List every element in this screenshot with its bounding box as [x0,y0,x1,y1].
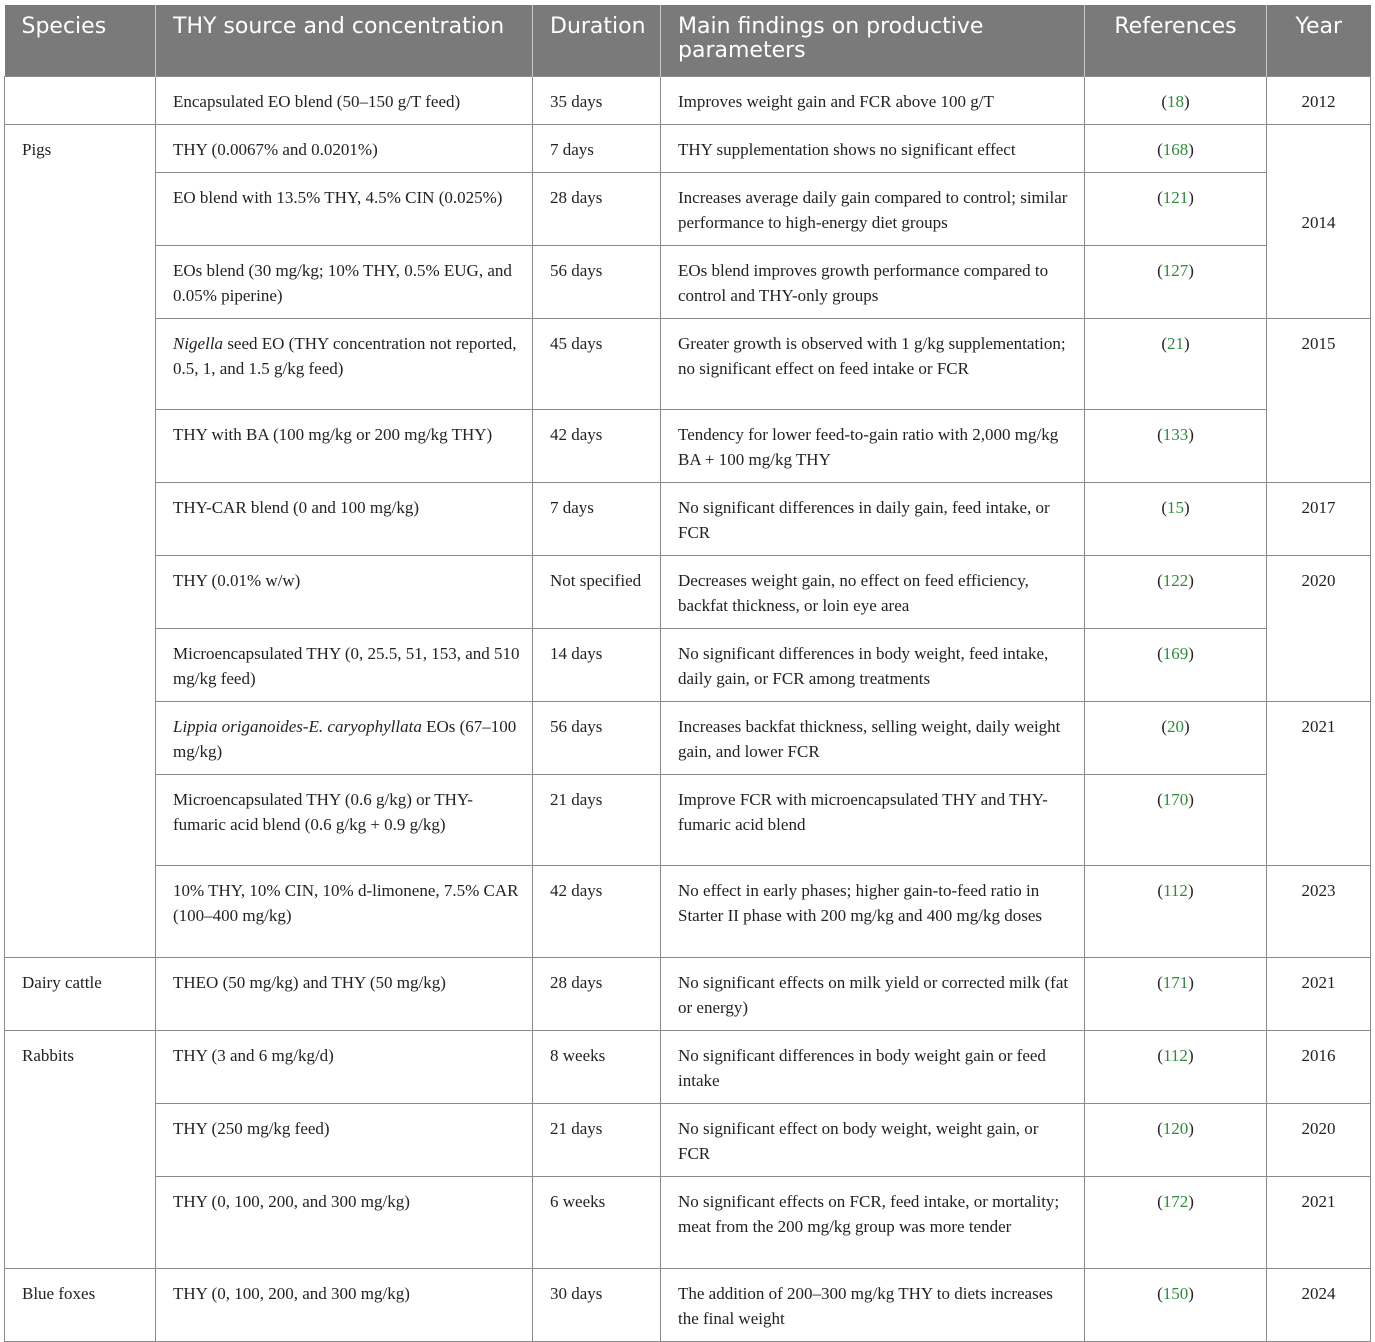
table-header [5,5,1371,76]
year-cell: 2020 [1267,1103,1371,1176]
findings-cell: Decreases weight gain, no effect on feed efficiency, backfat thickness, or loin eye area [661,555,1085,628]
reference-cell: (169) [1085,628,1267,701]
reference-cell: (21) [1085,318,1267,409]
table-row [5,1103,1371,1176]
duration-cell: Not specified [533,555,661,628]
table-row [5,482,1371,555]
reference-link[interactable]: 20 [1167,716,1184,736]
duration-cell: 8 weeks [533,1030,661,1103]
reference-cell: (15) [1085,482,1267,555]
findings-cell: No significant differences in body weight gain or feed intake [661,1030,1085,1103]
reference-link[interactable]: 171 [1162,972,1189,992]
year-cell: 2017 [1267,482,1371,555]
table-row [5,318,1371,409]
source-cell: Encapsulated EO blend (50–150 g/T feed) [156,76,533,124]
table-row [5,124,1371,172]
findings-cell: THY supplementation shows no significant effect [661,124,1085,172]
reference-link[interactable]: 112 [1163,880,1188,900]
reference-cell: (18) [1085,76,1267,124]
table-row [5,1268,1371,1341]
reference-link[interactable]: 133 [1162,424,1189,444]
source-cell: Microencapsulated THY (0.6 g/kg) or THY-fumaric acid blend (0.6 g/kg + 0.9 g/kg) [156,774,533,865]
species-cell: Dairy cattle [5,957,156,1030]
year-cell: 2014 [1267,124,1371,318]
year-cell: 2021 [1267,701,1371,865]
species-cell: Rabbits [5,1030,156,1268]
duration-cell: 35 days [533,76,661,124]
species-cell: Blue foxes [5,1268,156,1341]
reference-cell: (112) [1085,865,1267,957]
reference-cell: (170) [1085,774,1267,865]
reference-cell: (20) [1085,701,1267,774]
duration-cell: 7 days [533,124,661,172]
table-row [5,701,1371,774]
source-cell: THY (250 mg/kg feed) [156,1103,533,1176]
findings-cell: The addition of 200–300 mg/kg THY to diets increases the final weight [661,1268,1085,1341]
source-cell: THY (0.0067% and 0.0201%) [156,124,533,172]
findings-cell: No effect in early phases; higher gain-to-feed ratio in Starter II phase with 200 mg/kg and 400 mg/kg doses [661,865,1085,957]
year-cell: 2023 [1267,865,1371,957]
source-cell: Microencapsulated THY (0, 25.5, 51, 153, and 510 mg/kg feed) [156,628,533,701]
reference-cell: (121) [1085,172,1267,245]
year-cell: 2024 [1267,1268,1371,1341]
reference-link[interactable]: 127 [1162,260,1189,280]
reference-cell: (171) [1085,957,1267,1030]
table-row [5,865,1371,957]
duration-cell: 21 days [533,1103,661,1176]
header-source: THY source and concentration [156,5,533,76]
duration-cell: 7 days [533,482,661,555]
source-cell: THY (0.01% w/w) [156,555,533,628]
source-cell: THEO (50 mg/kg) and THY (50 mg/kg) [156,957,533,1030]
source-italic: Lippia origanoides-E. caryophyllata [173,716,422,736]
reference-link[interactable]: 122 [1162,570,1189,590]
duration-cell: 14 days [533,628,661,701]
header-references: References [1085,5,1267,76]
data-table [4,5,1371,1342]
duration-cell: 30 days [533,1268,661,1341]
table-row [5,1176,1371,1268]
duration-cell: 28 days [533,957,661,1030]
year-cell: 2021 [1267,957,1371,1030]
year-cell: 2021 [1267,1176,1371,1268]
reference-link[interactable]: 150 [1162,1283,1189,1303]
source-cell [156,701,533,774]
findings-cell: Increases backfat thickness, selling weight, daily weight gain, and lower FCR [661,701,1085,774]
reference-link[interactable]: 169 [1162,643,1189,663]
table-body [5,76,1371,1341]
table-row [5,409,1371,482]
findings-cell: EOs blend improves growth performance compared to control and THY-only groups [661,245,1085,318]
source-cell: 10% THY, 10% CIN, 10% d-limonene, 7.5% CAR (100–400 mg/kg) [156,865,533,957]
findings-cell: No significant differences in body weight, feed intake, daily gain, or FCR among treatments [661,628,1085,701]
reference-link[interactable]: 21 [1167,333,1184,353]
findings-cell: Increases average daily gain compared to control; similar performance to high-energy diet groups [661,172,1085,245]
table-row [5,957,1371,1030]
reference-link[interactable]: 168 [1162,139,1189,159]
findings-cell: Tendency for lower feed-to-gain ratio with 2,000 mg/kg BA + 100 mg/kg THY [661,409,1085,482]
duration-cell: 21 days [533,774,661,865]
reference-cell: (172) [1085,1176,1267,1268]
table-row [5,628,1371,701]
reference-link[interactable]: 112 [1163,1045,1188,1065]
header-findings: Main findings on productive parameters [661,5,1085,76]
table-row [5,1030,1371,1103]
table-row [5,172,1371,245]
duration-cell: 42 days [533,865,661,957]
table-row [5,774,1371,865]
header-year: Year [1267,5,1371,76]
reference-link[interactable]: 170 [1162,789,1189,809]
reference-cell: (120) [1085,1103,1267,1176]
year-cell: 2012 [1267,76,1371,124]
species-cell: Pigs [5,124,156,957]
source-cell: EOs blend (30 mg/kg; 10% THY, 0.5% EUG, and 0.05% piperine) [156,245,533,318]
findings-cell: No significant effect on body weight, weight gain, or FCR [661,1103,1085,1176]
duration-cell: 45 days [533,318,661,409]
source-cell: THY (3 and 6 mg/kg/d) [156,1030,533,1103]
findings-cell: No significant effects on milk yield or corrected milk (fat or energy) [661,957,1085,1030]
source-text: EOs (67–100 mg/kg) [173,716,517,761]
reference-cell: (112) [1085,1030,1267,1103]
year-cell: 2020 [1267,555,1371,701]
reference-cell: (127) [1085,245,1267,318]
reference-link[interactable]: 172 [1162,1191,1189,1211]
header-species: Species [5,5,156,76]
findings-cell: Improve FCR with microencapsulated THY and THY-fumaric acid blend [661,774,1085,865]
reference-cell: (122) [1085,555,1267,628]
duration-cell: 28 days [533,172,661,245]
findings-cell: No significant effects on FCR, feed intake, or mortality; meat from the 200 mg/kg group was more tender [661,1176,1085,1268]
reference-cell: (133) [1085,409,1267,482]
table-row [5,245,1371,318]
findings-cell: No significant differences in daily gain, feed intake, or FCR [661,482,1085,555]
source-text: seed EO (THY concentration not reported, 0.5, 1, and 1.5 g/kg feed) [173,333,517,378]
header-duration: Duration [533,5,661,76]
header-row [5,5,1371,76]
duration-cell: 6 weeks [533,1176,661,1268]
source-cell: THY (0, 100, 200, and 300 mg/kg) [156,1268,533,1341]
findings-cell: Improves weight gain and FCR above 100 g/T [661,76,1085,124]
table-row [5,555,1371,628]
findings-cell: Greater growth is observed with 1 g/kg supplementation; no significant effect on feed intake or FCR [661,318,1085,409]
reference-link[interactable]: 120 [1162,1118,1189,1138]
duration-cell: 56 days [533,701,661,774]
source-italic: Nigella [173,333,224,353]
source-cell: THY-CAR blend (0 and 100 mg/kg) [156,482,533,555]
duration-cell: 56 days [533,245,661,318]
year-cell: 2016 [1267,1030,1371,1103]
table-row [5,76,1371,124]
reference-link[interactable]: 121 [1162,187,1189,207]
source-cell: THY (0, 100, 200, and 300 mg/kg) [156,1176,533,1268]
species-cell [5,76,156,124]
reference-cell: (150) [1085,1268,1267,1341]
year-cell: 2015 [1267,318,1371,482]
duration-cell: 42 days [533,409,661,482]
source-cell [156,318,533,409]
reference-link[interactable]: 15 [1167,497,1184,517]
reference-cell: (168) [1085,124,1267,172]
reference-link[interactable]: 18 [1167,91,1184,111]
source-cell: EO blend with 13.5% THY, 4.5% CIN (0.025%) [156,172,533,245]
source-cell: THY with BA (100 mg/kg or 200 mg/kg THY) [156,409,533,482]
